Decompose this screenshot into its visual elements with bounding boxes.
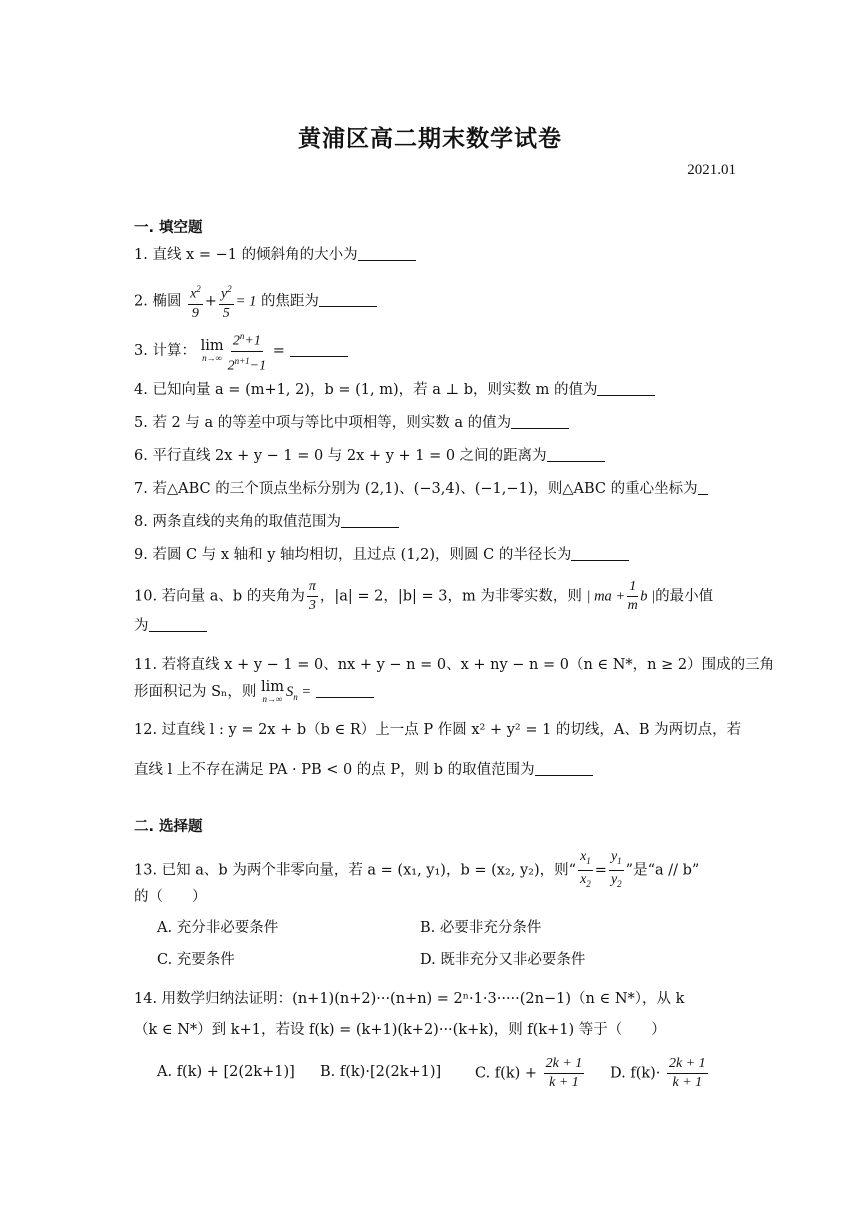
question-7 [134, 477, 734, 501]
question-13: 13. 已知 a、b 为两个非零向量，若 a = (x₁, y₁)，b = (x₂, y₂)，则“ $\frac{x_1}{x_2}$ = $\frac{y_1}{y_2}$ ”是“a // b” [134, 848, 734, 893]
question-4-text: 4. 已知向量 a = (m+1, 2)，b = (1, m)，若 a ⊥ b，则实数 m 的值为 [134, 382, 598, 398]
answer-blank [319, 290, 377, 307]
fraction-y1-over-y2: $\frac{y_1}{y_2}$ [610, 849, 622, 889]
answer-blank [535, 759, 593, 776]
question-10-part-c: 的最小值 [655, 588, 714, 605]
question-12-continued [134, 758, 734, 782]
fraction-1-over-m: $\frac{1}{m}$ [627, 579, 638, 613]
fraction-2k1-over-k1 [544, 1055, 585, 1092]
answer-blank [597, 379, 655, 396]
answer-blank [290, 340, 348, 357]
question-6 [134, 444, 734, 468]
fraction-limit: $\frac{2^n+1}{2^{n+1}-1}$ [228, 327, 267, 375]
option-d-prefix: D. f(k)· [610, 1065, 661, 1082]
question-13-line1b: ”是“a // b” [625, 862, 700, 879]
page-title: 黄浦区高二期末数学试卷 [298, 126, 562, 152]
option-d [610, 1055, 710, 1092]
question-13-line1: 13. 已知 a、b 为两个非零向量，若 a = (x₁, y₁)，b = (x₂, y₂)，则“ [134, 862, 577, 879]
option-c-prefix: C. f(k) + [475, 1065, 538, 1082]
option-d: D. 既非充分又非必要条件 [420, 952, 586, 968]
question-8 [134, 510, 734, 534]
limit-symbol: lim n→∞ [200, 338, 224, 364]
answer-blank [698, 478, 708, 495]
question-1 [134, 243, 734, 267]
frac-num: 2k + 1 [667, 1055, 708, 1074]
answer-blank [511, 412, 569, 429]
fraction-2k1-over-k1 [667, 1055, 708, 1092]
question-3: 3. 计算： lim n→∞ $\frac{2^n+1}{2^{n+1}-1}$ = [134, 327, 734, 375]
question-3-prefix: 3. 计算： [134, 343, 196, 360]
fraction-pi-over-3: $\frac{\pi}{3}$ [308, 579, 316, 613]
question-11-line2: 形面积记为 Sₙ，则 [134, 684, 257, 700]
question-9-text: 9. 若圆 C 与 x 轴和 y 轴均相切，且过点 (1,2)，则圆 C 的半径长为 [134, 547, 572, 563]
question-2-suffix: 的焦距为 [260, 293, 319, 310]
limit-symbol: lim n→∞ [260, 679, 284, 704]
option-a: A. f(k) + [2(2k+1)] [157, 1064, 295, 1080]
question-8-text: 8. 两条直线的夹角的取值范围为 [134, 514, 341, 530]
fraction-x1-over-x2: $\frac{x_1}{x_2}$ [580, 849, 591, 889]
answer-blank [149, 615, 207, 632]
question-11-line1: 11. 若将直线 x + y − 1 = 0、nx + y − n = 0、x + ny − n = 0（n ∈ N*，n ≥ 2）围成的三角 [134, 657, 775, 673]
question-5 [134, 411, 734, 435]
question-11-continued: 形面积记为 Sₙ，则 lim n→∞ $S_n$ = [134, 680, 734, 709]
question-14-continued [134, 1018, 734, 1042]
section-multiple-choice-heading: 二. 选择题 [134, 819, 203, 835]
frac-den: k + 1 [549, 1075, 579, 1090]
fraction-y2-over-5: $\frac{y^2}{5}$ [219, 280, 234, 323]
question-14-line2: （k ∈ N*）到 k+1，若设 f(k) = (k+1)(k+2)···(k+k)，则 f(k+1) 等于（ ） [134, 1022, 666, 1038]
frac-den: k + 1 [672, 1075, 703, 1090]
question-9 [134, 543, 734, 567]
answer-blank [316, 681, 374, 698]
question-10-continued [134, 614, 734, 638]
question-7-text: 7. 若△ABC 的三个顶点坐标分别为 (2,1)、(−3,4)、(−1,−1)，则△ABC 的重心坐标为 [134, 481, 698, 497]
exam-date: 2021.01 [687, 162, 736, 178]
question-13-line2: 的（ ） [134, 889, 207, 905]
question-13-continued [134, 885, 734, 909]
option-c [475, 1055, 586, 1092]
answer-blank [571, 544, 629, 561]
option-c: C. 充要条件 [157, 952, 235, 968]
question-2: 2. 椭圆 $\frac{x^2}{9}$ + $\frac{y^2}{5}$ = 1 的焦距为 [134, 280, 734, 323]
question-2-prefix: 2. 椭圆 [134, 293, 182, 310]
option-b: B. f(k)·[2(2k+1)] [320, 1064, 442, 1080]
question-10-part-a: 10. 若向量 a、b 的夹角为 [134, 588, 305, 605]
question-12-line1: 12. 过直线 l : y = 2x + b（b ∈ R）上一点 P 作圆 x² + y² = 1 的切线，A、B 为两切点，若 [134, 722, 742, 738]
question-12 [134, 718, 742, 742]
question-14 [134, 987, 734, 1011]
question-10-line2: 为 [134, 618, 149, 634]
question-1-text: 1. 直线 x = −1 的倾斜角的大小为 [134, 247, 358, 263]
answer-blank [547, 445, 605, 462]
option-a: A. 充分非必要条件 [157, 920, 279, 936]
question-10-part-b: ，|a| = 2，|b| = 3，m 为非零实数，则 [319, 588, 582, 605]
question-14-line1: 14. 用数学归纳法证明：(n+1)(n+2)···(n+n) = 2ⁿ·1·3·····(2n−1)（n ∈ N*），从 k [134, 991, 685, 1007]
fraction-x2-over-9: $\frac{x^2}{9}$ [188, 280, 203, 323]
answer-blank [341, 511, 399, 528]
question-12-line2: 直线 l 上不存在满足 PA · PB < 0 的点 P，则 b 的取值范围为 [134, 762, 535, 778]
section-fill-in-heading: 一. 填空题 [134, 220, 203, 236]
question-5-text: 5. 若 2 与 a 的等差中项与等比中项相等，则实数 a 的值为 [134, 415, 512, 431]
question-6-text: 6. 平行直线 2x + y − 1 = 0 与 2x + y + 1 = 0 之间的距离为 [134, 448, 547, 464]
question-10: 10. 若向量 a、b 的夹角为 $\frac{\pi}{3}$ ，|a| = 2，|b| = 3，m 为非零实数，则 | ma + $\frac{1}{m}$ b |的最小值 [134, 579, 714, 613]
answer-blank [358, 244, 416, 261]
question-11 [134, 653, 775, 677]
question-4 [134, 378, 734, 402]
frac-num: 2k + 1 [544, 1055, 585, 1074]
option-b: B. 必要非充分条件 [420, 920, 542, 936]
